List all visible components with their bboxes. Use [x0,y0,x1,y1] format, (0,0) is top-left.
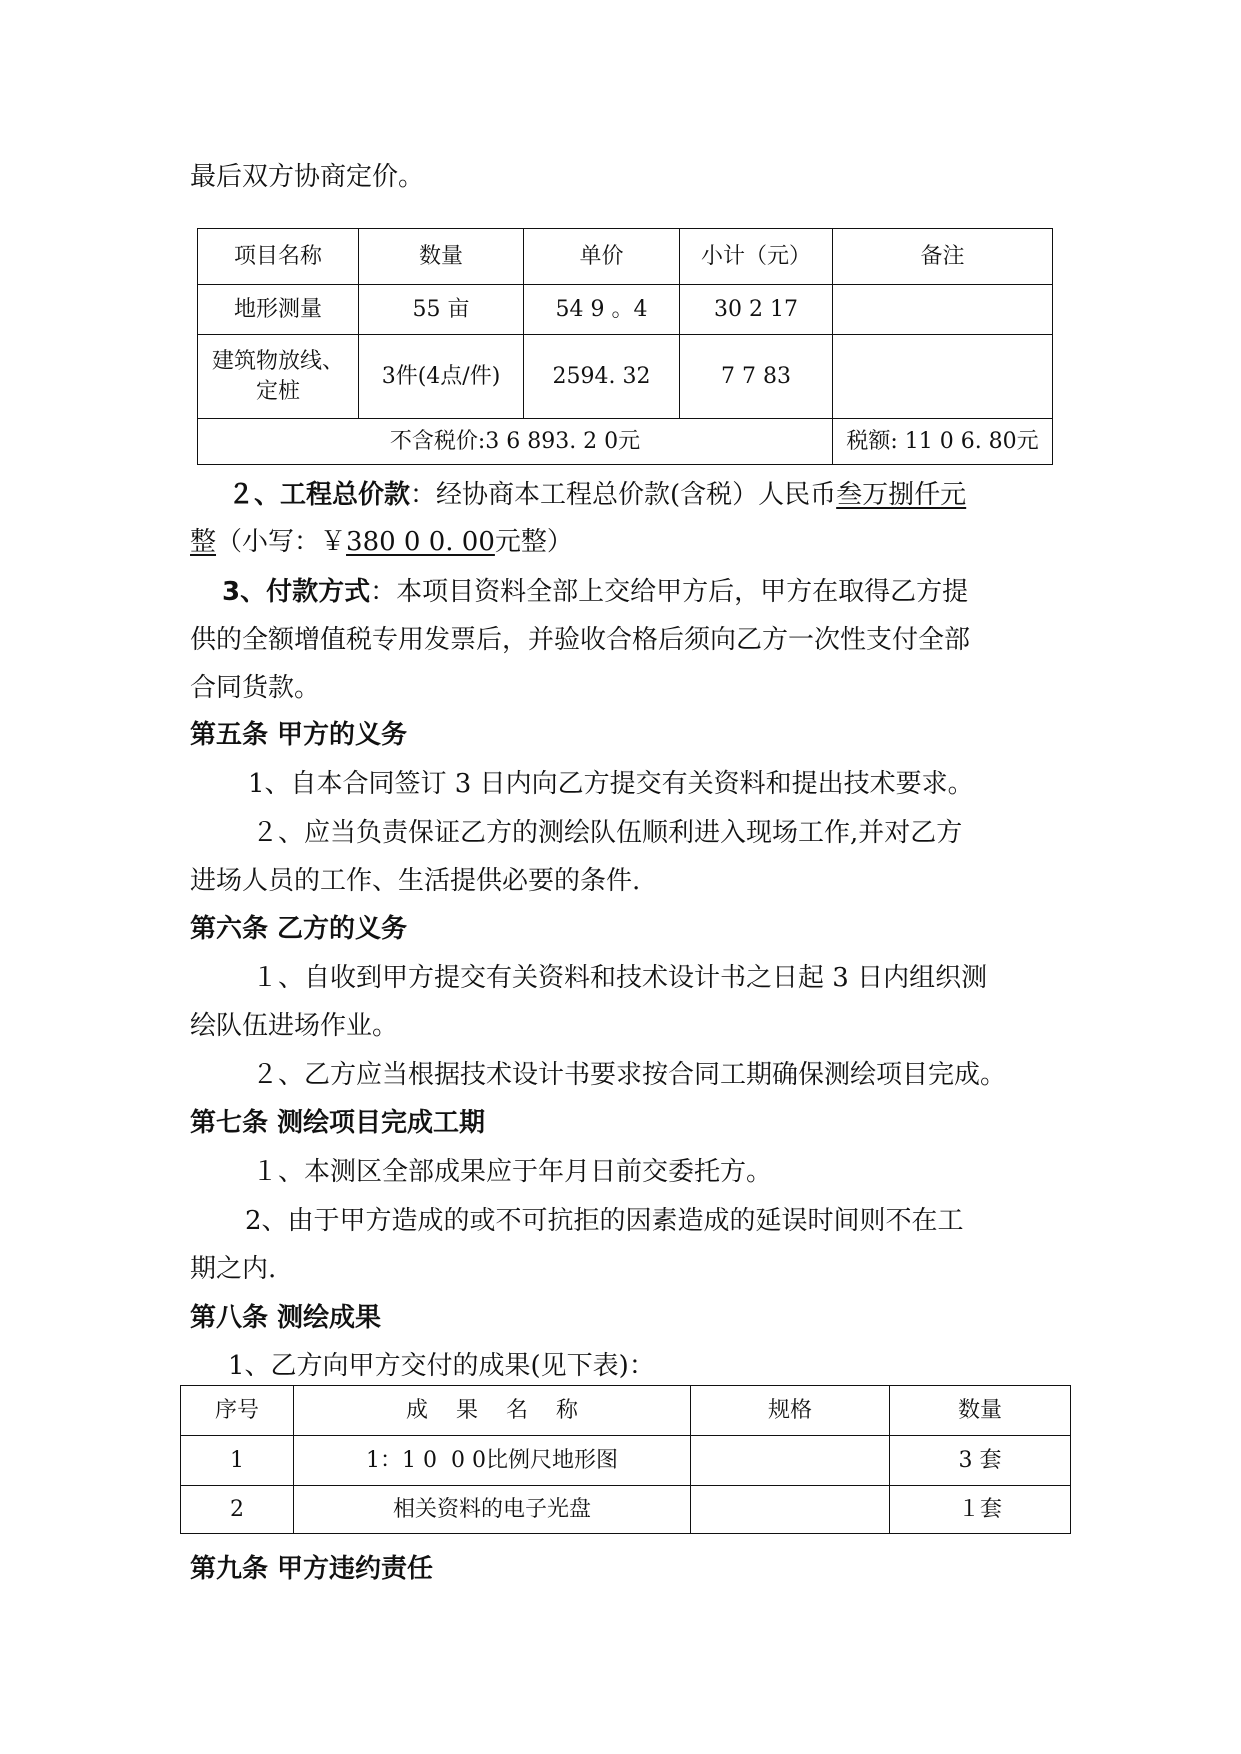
tax-amount-cell: 税额: 11 0 6. 80元 [833,419,1053,465]
table-cell: 相关资料的电子光盘 [294,1486,691,1534]
item2-text: （小写：￥ [216,527,347,557]
pretax-total-cell: 不含税价:3 6 893. 2 0元 [198,419,833,465]
table-cell: 1：1 0 0 0比例尺地形图 [294,1436,691,1486]
item2-text: ：经协商本工程总价款(含税）人民币 [410,480,837,510]
table-cell [198,335,359,419]
table-cell: 3 套 [890,1436,1071,1486]
price-table [197,228,1053,465]
table-cell: 7 7 83 [680,335,833,419]
table-cell [833,285,1053,335]
table-row [181,1486,1071,1534]
amount-in-words-end: 整 [190,527,217,557]
article-7-p1: １、本测区全部成果应于年月日前交委托方。 [252,1157,773,1187]
table-row [181,1436,1071,1486]
header-cell: 成 果 名 称 [294,1386,691,1436]
table-cell: 2594. 32 [524,335,680,419]
item3-line2: 供的全额增值税专用发票后，并验收合格后须向乙方一次性支付全部 [190,625,971,655]
table-cell: 2 [181,1486,294,1534]
article-6-p1-line1: １、自收到甲方提交有关资料和技术设计书之日起 3 日内组织测 [252,963,988,993]
article-6-p1-line2: 绘队伍进场作业。 [190,1011,399,1041]
item2-line1 [228,478,1108,512]
article-7-p2-line1: 2、由于甲方造成的或不可抗拒的因素造成的延误时间则不在工 [245,1206,964,1236]
article-7-title: 第七条 测绘项目完成工期 [190,1108,486,1138]
header-cell: 序号 [181,1386,294,1436]
cell-line: 定桩 [255,378,300,404]
header-cell: 小计（元） [680,229,833,285]
result-table [180,1385,1071,1534]
price-table-header-row [198,229,1053,285]
article-8-p1: 1、乙方向甲方交付的成果(见下表)： [228,1351,655,1381]
intro-line: 最后双方协商定价。 [190,162,425,192]
article-8-title: 第八条 测绘成果 [190,1303,382,1333]
table-cell: 3件(4点/件) [359,335,524,419]
table-cell: 55 亩 [359,285,524,335]
amount-in-figures: 380 0 0. 00 [346,527,495,557]
article-5-p1: 1、自本合同签订 3 日内向乙方提交有关资料和提出技术要求。 [248,769,974,799]
article-5-p2-line2: 进场人员的工作、生活提供必要的条件. [190,866,641,896]
table-cell: 1 [181,1436,294,1486]
item3-label: 3、付款方式 [222,577,371,607]
table-cell [691,1486,890,1534]
article-5-title: 第五条 甲方的义务 [190,720,408,750]
item2-label: ２、工程总价款 [228,480,411,510]
result-table-header-row [181,1386,1071,1436]
table-cell [833,335,1053,419]
cell-line: 建筑物放线、 [211,348,344,374]
item3-line3: 合同货款。 [190,673,321,703]
article-5-p2-line1: ２、应当负责保证乙方的测绘队伍顺利进入现场工作,并对乙方 [252,818,963,848]
header-cell: 备注 [833,229,1053,285]
total-row [198,419,1053,465]
article-6-title: 第六条 乙方的义务 [190,914,408,944]
table-cell [691,1436,890,1486]
table-cell: 54 9 。4 [524,285,680,335]
header-cell: 数量 [890,1386,1071,1436]
header-cell: 数量 [359,229,524,285]
table-cell: 地形测量 [198,285,359,335]
article-6-p2: ２、乙方应当根据技术设计书要求按合同工期确保测绘项目完成。 [252,1060,1007,1090]
header-cell: 项目名称 [198,229,359,285]
item3-text: ：本项目资料全部上交给甲方后，甲方在取得乙方提 [370,577,969,607]
header-cell: 单价 [524,229,680,285]
item2-text: 元整） [494,527,573,557]
article-7-p2-line2: 期之内. [190,1254,277,1284]
article-9-title: 第九条 甲方违约责任 [190,1554,434,1584]
header-cell: 规格 [691,1386,890,1436]
item3-line1 [222,575,1102,609]
table-cell: １套 [890,1486,1071,1534]
table-row [198,285,1053,335]
item2-line2 [190,525,1070,559]
table-row [198,335,1053,419]
table-cell: 30 2 17 [680,285,833,335]
amount-in-words: 叁万捌仟元 [836,480,967,510]
